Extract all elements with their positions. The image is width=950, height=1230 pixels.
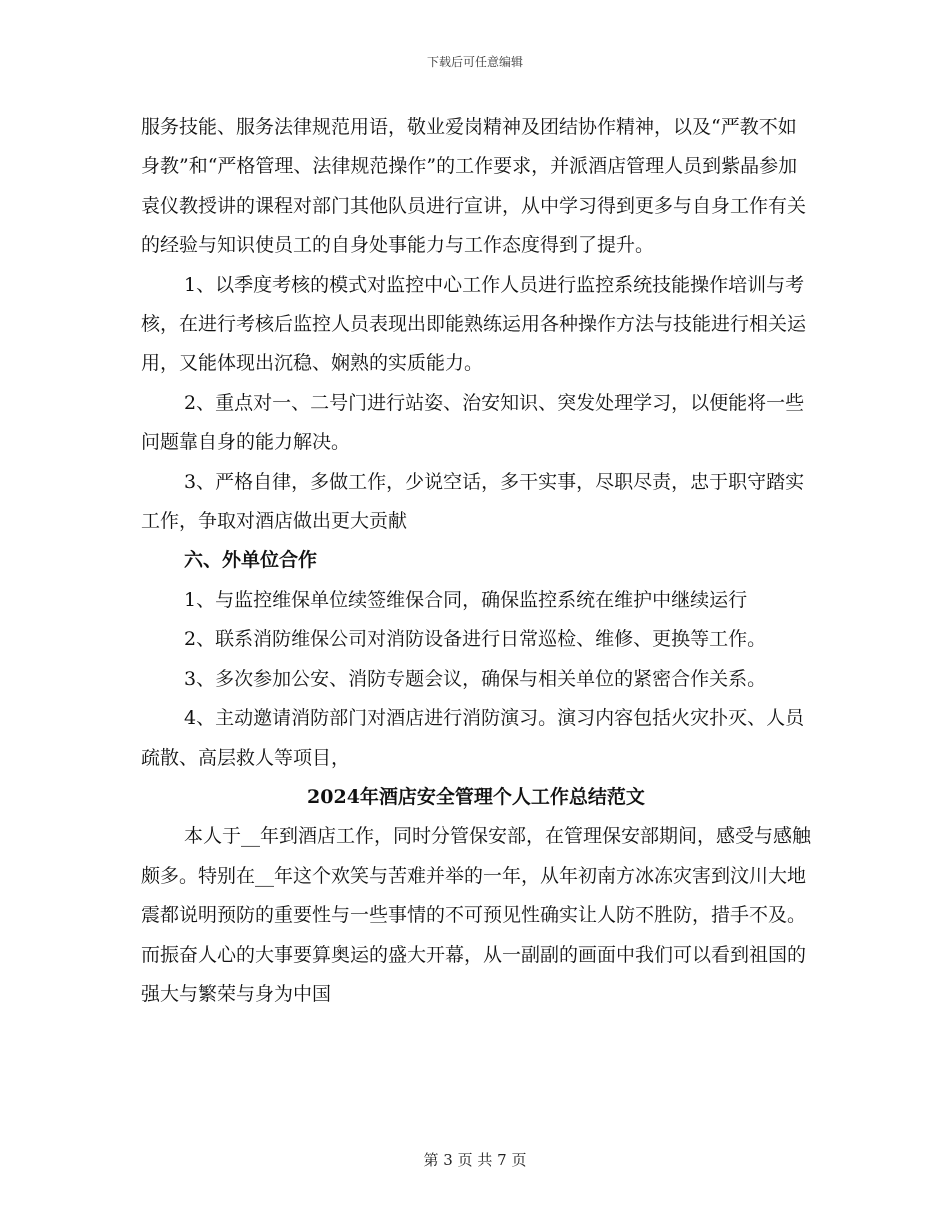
paragraph-item-1-maintenance-contract: 1、与监控维保单位续签维保合同，确保监控系统在维护中继续运行 [184,588,748,611]
paragraph-service-skills: 服务技能、服务法律规范用语，敬业爱岗精神及团结协作精神，以及“严教不如身教”和“严格管理、法律规范操作”的工作要求，并派酒店管理人员到紫晶参加袁仪教授讲的课程对部门其他队员进行宣讲，从中学习得到更多与自身工作有关的经验与知识使员工的自身处事能力与工作态度得到了提升。 [141,116,807,257]
paragraph-item-3-self-discipline: 3、严格自律，多做工作，少说空话，多干实事，尽职尽责，忠于职守踏实工作，争取对酒店做出更大贡献 [141,470,805,533]
paragraph-item-3-meetings: 3、多次参加公安、消防专题会议，确保与相关单位的紧密合作关系。 [184,667,767,690]
paragraph-item-4-fire-drill: 4、主动邀请消防部门对酒店进行消防演习。演习内容包括火灾扑灭、人员疏散、高层救人等项目， [141,707,805,769]
paragraph-item-1-monitoring-training: 1、以季度考核的模式对监控中心工作人员进行监控系统技能操作培训与考核，在进行考核后监控人员表现出即能熟练运用各种操作方法与技能进行相关运用，又能体现出沉稳、娴熟的实质能力。 [141,273,807,375]
paragraph-intro: 本人于__年到酒店工作，同时分管保安部，在管理保安部期间，感受与感触颇多。特别在__年这个欢笑与苦难并举的一年，从年初南方冰冻灾害到汶川大地震都说明预防的重要性与一些事情的不可预见性确实让人防不胜防，措手不及。而振奋人心的大事要算奥运的盛大开幕，从一副副的画面中我们可以看到祖国的强大与繁荣与身为中国 [141,825,812,1005]
document-title: 2024年酒店安全管理个人工作总结范文 [307,785,645,808]
document-body [141,108,811,1014]
paragraph-item-2-fire-maintenance: 2、联系消防维保公司对消防设备进行日常巡检、维修、更换等工作。 [184,628,767,651]
page-header: 下载后可任意编辑 [426,55,523,69]
paragraph-item-2-gate-training: 2、重点对一、二号门进行站姿、治安知识、突发处理学习，以便能将一些问题靠自身的能力解决。 [141,391,805,454]
page-footer: 第 3 页 共 7 页 [423,1151,527,1169]
section-heading-external-cooperation: 六、外单位合作 [184,549,318,572]
